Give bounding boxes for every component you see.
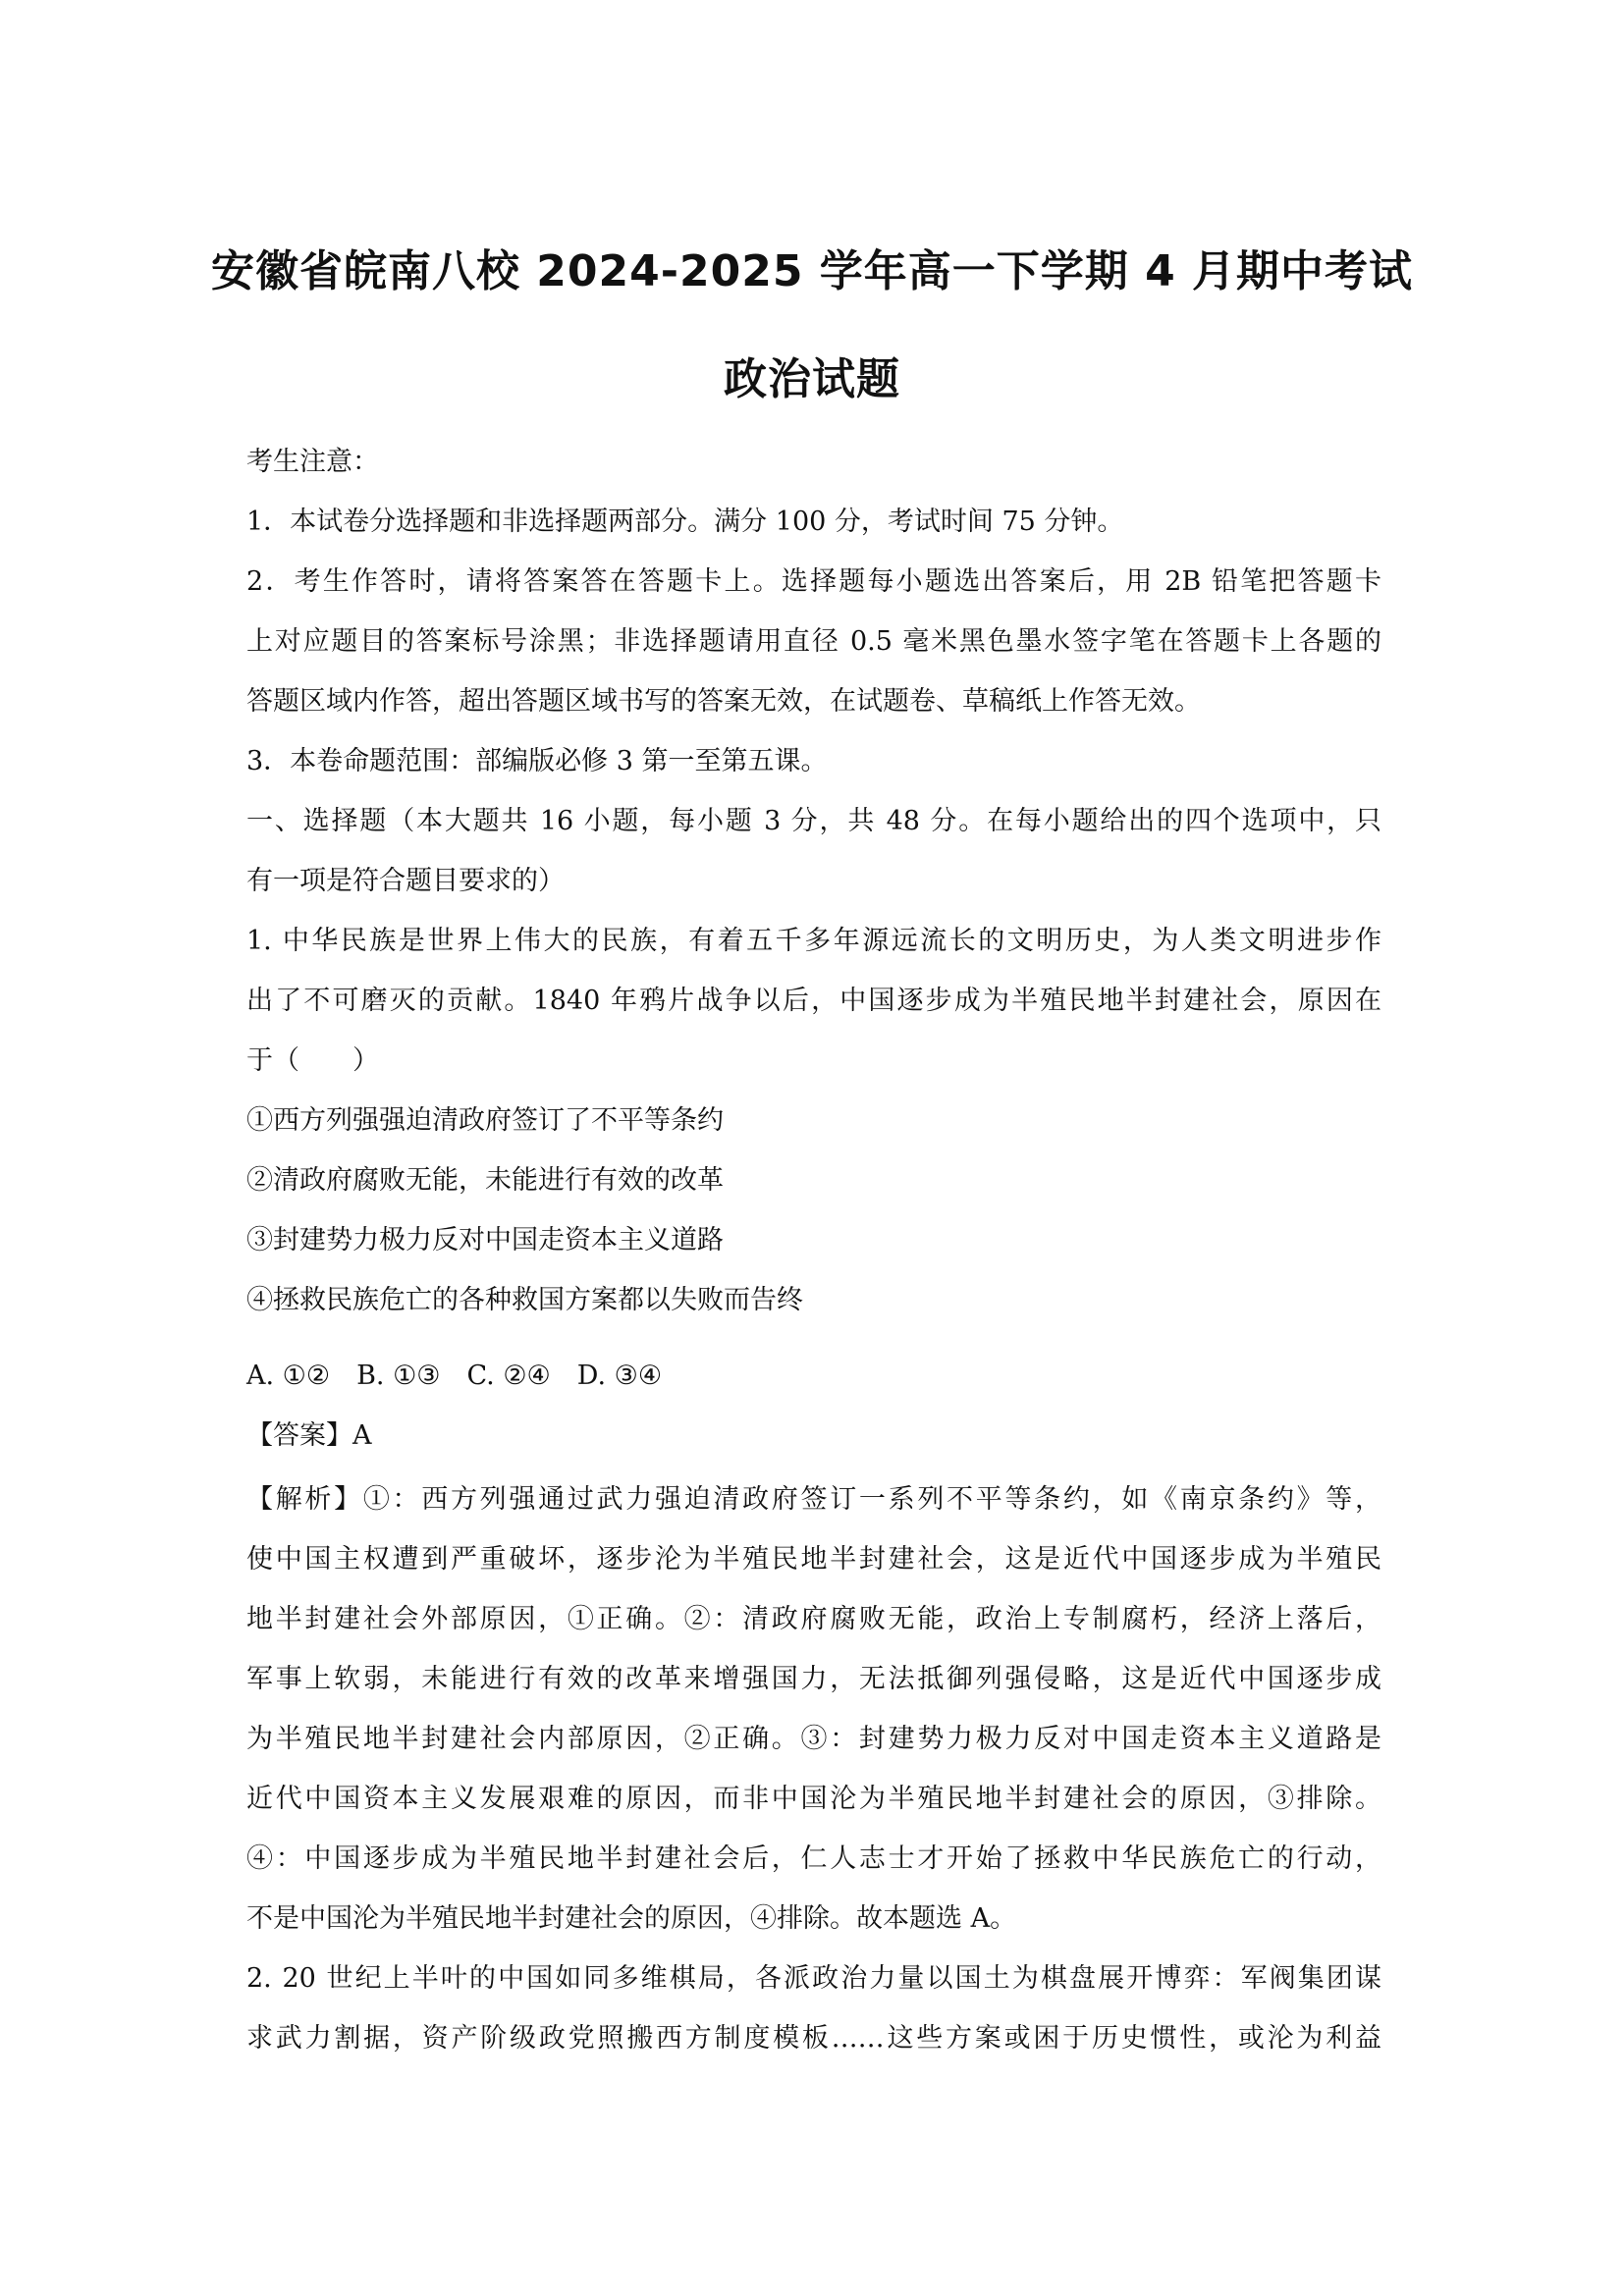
text-line: ①西方列强强迫清政府签订了不平等条约 bbox=[246, 1105, 724, 1136]
text-line: 求武力割据，资产阶级政党照搬西方制度模板……这些方案或困于历史惯性，或沦为利益 bbox=[246, 2023, 1381, 2054]
text-line: 2．考生作答时，请将答案答在答题卡上。选择题每小题选出答案后，用 2B 铅笔把答题卡 bbox=[246, 566, 1381, 597]
text-line: 1．本试卷分选择题和非选择题两部分。满分 100 分，考试时间 75 分钟。 bbox=[246, 507, 1124, 537]
text-line: ④拯救民族危亡的各种救国方案都以失败而告终 bbox=[246, 1285, 803, 1315]
text-line: 于（ ） bbox=[246, 1045, 379, 1076]
text-line: A. ①② B. ①③ C. ②④ D. ③④ bbox=[246, 1361, 663, 1391]
text-line: 考生注意： bbox=[246, 447, 379, 477]
text-line: 为半殖民地半封建社会内部原因，②正确。③：封建势力极力反对中国走资本主义道路是 bbox=[246, 1724, 1381, 1754]
exam-subject-title: 政治试题 bbox=[724, 354, 900, 404]
text-line: 使中国主权遭到严重破坏，逐步沦为半殖民地半封建社会，这是近代中国逐步成为半殖民 bbox=[246, 1544, 1381, 1575]
text-line: 军事上软弱，未能进行有效的改革来增强国力，无法抵御列强侵略，这是近代中国逐步成 bbox=[246, 1664, 1381, 1694]
text-line: 出了不可磨灭的贡献。1840 年鸦片战争以后，中国逐步成为半殖民地半封建社会，原因在 bbox=[246, 986, 1381, 1016]
text-line: ④：中国逐步成为半殖民地半封建社会后，仁人志士才开始了拯救中华民族危亡的行动， bbox=[246, 1843, 1381, 1874]
text-line: 地半封建社会外部原因，①正确。②：清政府腐败无能，政治上专制腐朽，经济上落后， bbox=[246, 1604, 1381, 1634]
text-line: 2. 20 世纪上半叶的中国如同多维棋局，各派政治力量以国土为棋盘展开博弈：军阀集团谋 bbox=[246, 1963, 1381, 1994]
text-line: 上对应题目的答案标号涂黑；非选择题请用直径 0.5 毫米黑色墨水签字笔在答题卡上各题的 bbox=[246, 626, 1381, 657]
text-line: ②清政府腐败无能，未能进行有效的改革 bbox=[246, 1165, 724, 1196]
exam-title: 安徽省皖南八校 2024-2025 学年高一下学期 4 月期中考试 bbox=[210, 246, 1414, 296]
text-line: ③封建势力极力反对中国走资本主义道路 bbox=[246, 1225, 724, 1255]
text-line: 不是中国沦为半殖民地半封建社会的原因，④排除。故本题选 A。 bbox=[246, 1903, 1017, 1934]
text-line: 答题区域内作答，超出答题区域书写的答案无效，在试题卷、草稿纸上作答无效。 bbox=[246, 686, 1201, 717]
text-line: 1. 中华民族是世界上伟大的民族，有着五千多年源远流长的文明历史，为人类文明进步作 bbox=[246, 926, 1381, 956]
text-line: 【解析】①：西方列强通过武力强迫清政府签订一系列不平等条约，如《南京条约》等， bbox=[246, 1484, 1381, 1515]
text-line: 一、选择题（本大题共 16 小题，每小题 3 分，共 48 分。在每小题给出的四个选项中，只 bbox=[246, 806, 1381, 836]
text-line: 有一项是符合题目要求的） bbox=[246, 866, 565, 896]
text-line: 【答案】A bbox=[246, 1420, 372, 1451]
text-line: 3．本卷命题范围：部编版必修 3 第一至第五课。 bbox=[246, 746, 828, 776]
text-line: 近代中国资本主义发展艰难的原因，而非中国沦为半殖民地半封建社会的原因，③排除。 bbox=[246, 1784, 1381, 1814]
